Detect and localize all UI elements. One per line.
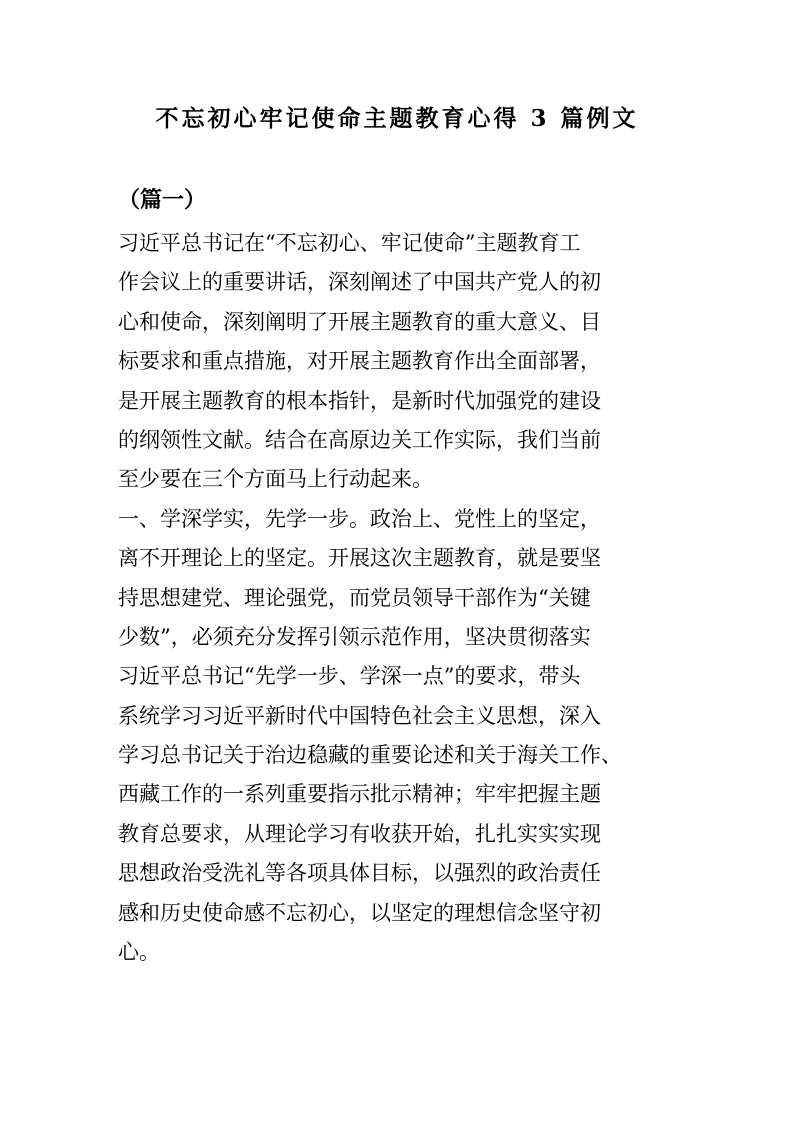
body-line: 西藏工作的一系列重要指示批示精神；牢牢把握主题 [118,782,601,807]
body-line: 至少要在三个方面马上行动起来。 [118,467,433,492]
body-line: 感和历史使命感不忘初心，以坚定的理想信念坚守初 [118,900,601,925]
body-line: 的纲领性文献。结合在高原边关工作实际，我们当前 [118,427,601,452]
body-line: 心和使命，深刻阐明了开展主题教育的重大意义、目 [118,309,601,334]
body-line: 标要求和重点措施，对开展主题教育作出全面部署， [118,349,601,374]
body-line: 学习总书记关于治边稳藏的重要论述和关于海关工作、 [118,743,622,768]
body-line: 教育总要求，从理论学习有收获开始，扎扎实实实现 [118,821,601,846]
body-line: 心。 [118,940,160,965]
body-line: 作会议上的重要讲话，深刻阐述了中国共产党人的初 [118,270,601,295]
body-line: 持思想建党、理论强党，而党员领导干部作为“关键 [118,585,591,610]
body-line: 思想政治受洗礼等各项具体目标，以强烈的政治责任 [118,861,601,886]
body-line: 习近平总书记在“不忘初心、牢记使命”主题教育工 [118,231,581,255]
body-line: 一、学深学实，先学一步。政治上、党性上的坚定， [118,506,601,531]
body-line: 系统学习习近平新时代中国特色社会主义思想，深入 [118,703,601,728]
body-line: 是开展主题教育的根本指针，是新时代加强党的建设 [118,388,601,413]
body-line: 离不开理论上的坚定。开展这次主题教育，就是要坚 [118,546,601,571]
body-line: 习近平总书记“先学一步、学深一点”的要求，带头 [118,664,581,689]
document-title: 不忘初心牢记使命主题教育心得 3 篇例文 [155,105,639,132]
section-label: （篇一） [118,187,207,213]
body-line: 少数”，必须充分发挥引领示范作用，坚决贯彻落实 [118,624,591,649]
body-text [118,224,678,972]
